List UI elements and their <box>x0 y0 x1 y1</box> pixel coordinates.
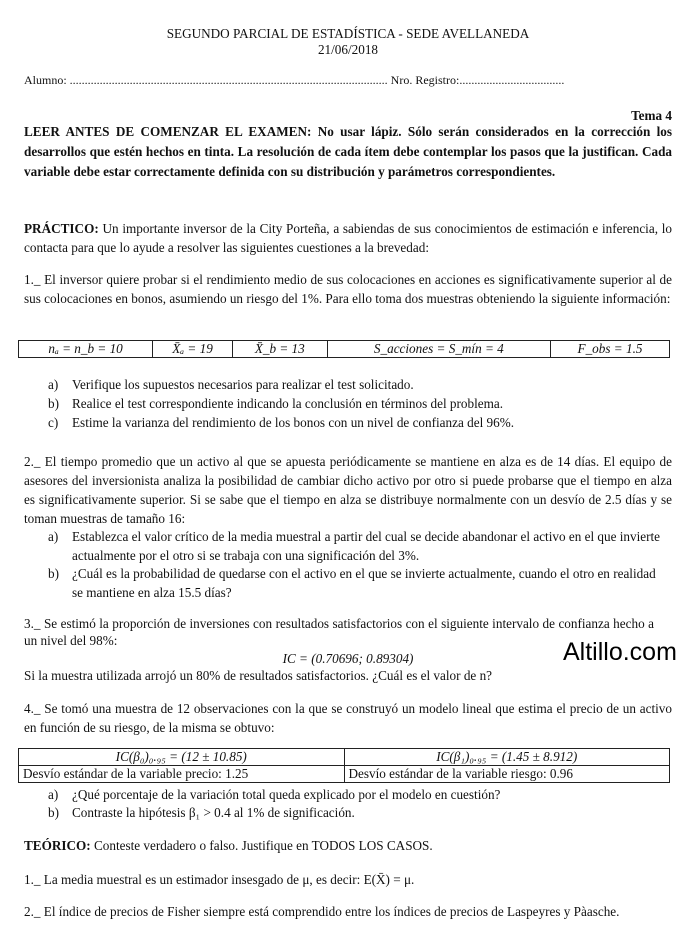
teorico-q1: 1._ La media muestral es un estimador insesgado de μ, es decir: E(X̄) = μ. <box>24 872 415 887</box>
instructions-heading: LEER ANTES DE COMENZAR EL EXAMEN: <box>24 124 312 139</box>
list-item <box>48 528 668 565</box>
list-item <box>48 413 668 432</box>
item-label: b) <box>48 566 59 581</box>
alumno-field[interactable]: Alumno: .......................................................................................................... <box>24 73 388 87</box>
q1-text: 1._ El inversor quiere probar si el rendimiento medio de sus colocaciones en acciones es significativamente superior al de sus colocaciones en bonos, asumiendo un riesgo del 1%. Para ello toma dos muestras obteniendo la siguiente información: <box>24 272 672 306</box>
item-label: b) <box>48 805 59 820</box>
list-item <box>48 394 668 413</box>
item-label: a) <box>48 787 59 802</box>
list-item <box>48 786 668 804</box>
practico-text: Un importante inversor de la City Porteña, a sabiendas de sus conocimientos de estimación e inferencia, lo contacta para que lo ayude a resolver las siguientes cuestiones a la brevedad: <box>24 221 672 255</box>
registro-field[interactable]: Nro. Registro:................................... <box>390 73 565 87</box>
q4-items <box>48 786 668 822</box>
item-text: Establezca el valor crítico de la media muestral a partir del cual se decide abandonar el activo en el que invierte actualmente por el otro si se trabaja con una significación del 3%. <box>72 529 661 563</box>
list-item <box>48 804 668 822</box>
teorico-q2: 2._ El índice de precios de Fisher siempre está comprendido entre los índices de precios de Laspeyres y Pàasche. <box>24 904 620 919</box>
q1-items <box>48 375 668 432</box>
item-label: a) <box>48 377 59 392</box>
q4-cell: Desvío estándar de la variable precio: 1.25 <box>19 766 345 783</box>
exam-title: SEGUNDO PARCIAL DE ESTADÍSTICA - SEDE AVELLANEDA <box>166 26 530 41</box>
q1-cell: X̄ₐ = 19 <box>153 341 233 358</box>
q4-data-table <box>18 748 670 783</box>
teorico-label: TEÓRICO: <box>24 838 91 853</box>
item-text: Contraste la hipótesis β₁ > 0.4 al 1% de significación. <box>72 805 355 820</box>
q1-data-table <box>18 340 670 358</box>
q3-text: 3._ Se estimó la proporción de inversiones con resultados satisfactorios con el siguiente intervalo de confianza hecho a un nivel del 98%: <box>24 616 654 648</box>
q3-text2: Si la muestra utilizada arrojó un 80% de resultados satisfactorios. ¿Cuál es el valor de n? <box>24 668 493 683</box>
q2-text: 2._ El tiempo promedio que un activo al que se apuesta periódicamente se mantiene en alza es de 14 días. El equipo de asesores del inversionista analiza la posibilidad de cambiar dicho activo por otro si puede probarse que el tiempo en alza es significativamente superior. Si se sabe que el tiempo en alza se distribuye normalmente con un desvío de 2.5 días y se toman muestras de tamaño 16: <box>24 454 672 526</box>
item-label: b) <box>48 396 59 411</box>
item-text: Realice el test correspondiente indicando la conclusión en términos del problema. <box>72 396 504 411</box>
exam-date: 21/06/2018 <box>317 42 379 57</box>
teorico-text: Conteste verdadero o falso. Justifique en TODOS LOS CASOS. <box>90 838 433 853</box>
q4-cell: IC(β₀)₀.₉₅ = (12 ± 10.85) <box>19 749 345 766</box>
watermark-logo: Altillo.com <box>563 638 677 666</box>
q4-cell: IC(β₁)₀.₉₅ = (1.45 ± 8.912) <box>344 749 670 766</box>
instructions-text: No usar lápiz. Sólo serán considerados en la corrección los desarrollos que estén hechos en tinta. La resolución de cada ítem debe contemplar los pasos que la justifican. Cada variable debe estar correctamente definida con su distribución y parámetros correspondientes. <box>24 124 673 179</box>
instructions <box>24 122 672 182</box>
item-text: Estime la varianza del rendimiento de los bonos con un nivel de confianza del 96%. <box>72 415 515 430</box>
practico-label: PRÁCTICO: <box>24 221 99 236</box>
item-text: ¿Cuál es la probabilidad de quedarse con el activo en el que se invierte actualmente, cuando el otro en realidad se mantiene en alza 15.5 días? <box>72 566 656 600</box>
item-label: a) <box>48 529 59 544</box>
q2-items <box>48 528 668 602</box>
item-text: Verifique los supuestos necesarios para realizar el test solicitado. <box>72 377 414 392</box>
q4-text: 4._ Se tomó una muestra de 12 observaciones con la que se construyó un modelo lineal que estima el precio de un activo en función de su riesgo, de la misma se obtuvo: <box>24 701 672 735</box>
q3-formula: IC = (0.70696; 0.89304) <box>282 651 414 666</box>
q1-cell: X̄_b = 13 <box>232 341 327 358</box>
item-label: c) <box>48 415 59 430</box>
student-line <box>24 71 672 90</box>
practico-intro <box>24 219 672 257</box>
list-item <box>48 565 668 602</box>
teorico-intro <box>24 836 672 855</box>
q1-cell: F_obs = 1.5 <box>551 341 670 358</box>
q1-cell: nₐ = n_b = 10 <box>19 341 153 358</box>
q4-cell: Desvío estándar de la variable riesgo: 0.96 <box>344 766 670 783</box>
q1-cell: S_acciones = S_mín = 4 <box>327 341 550 358</box>
tema-label: Tema 4 <box>631 108 672 123</box>
list-item <box>48 375 668 394</box>
item-text: ¿Qué porcentaje de la variación total queda explicado por el modelo en cuestión? <box>72 787 501 802</box>
